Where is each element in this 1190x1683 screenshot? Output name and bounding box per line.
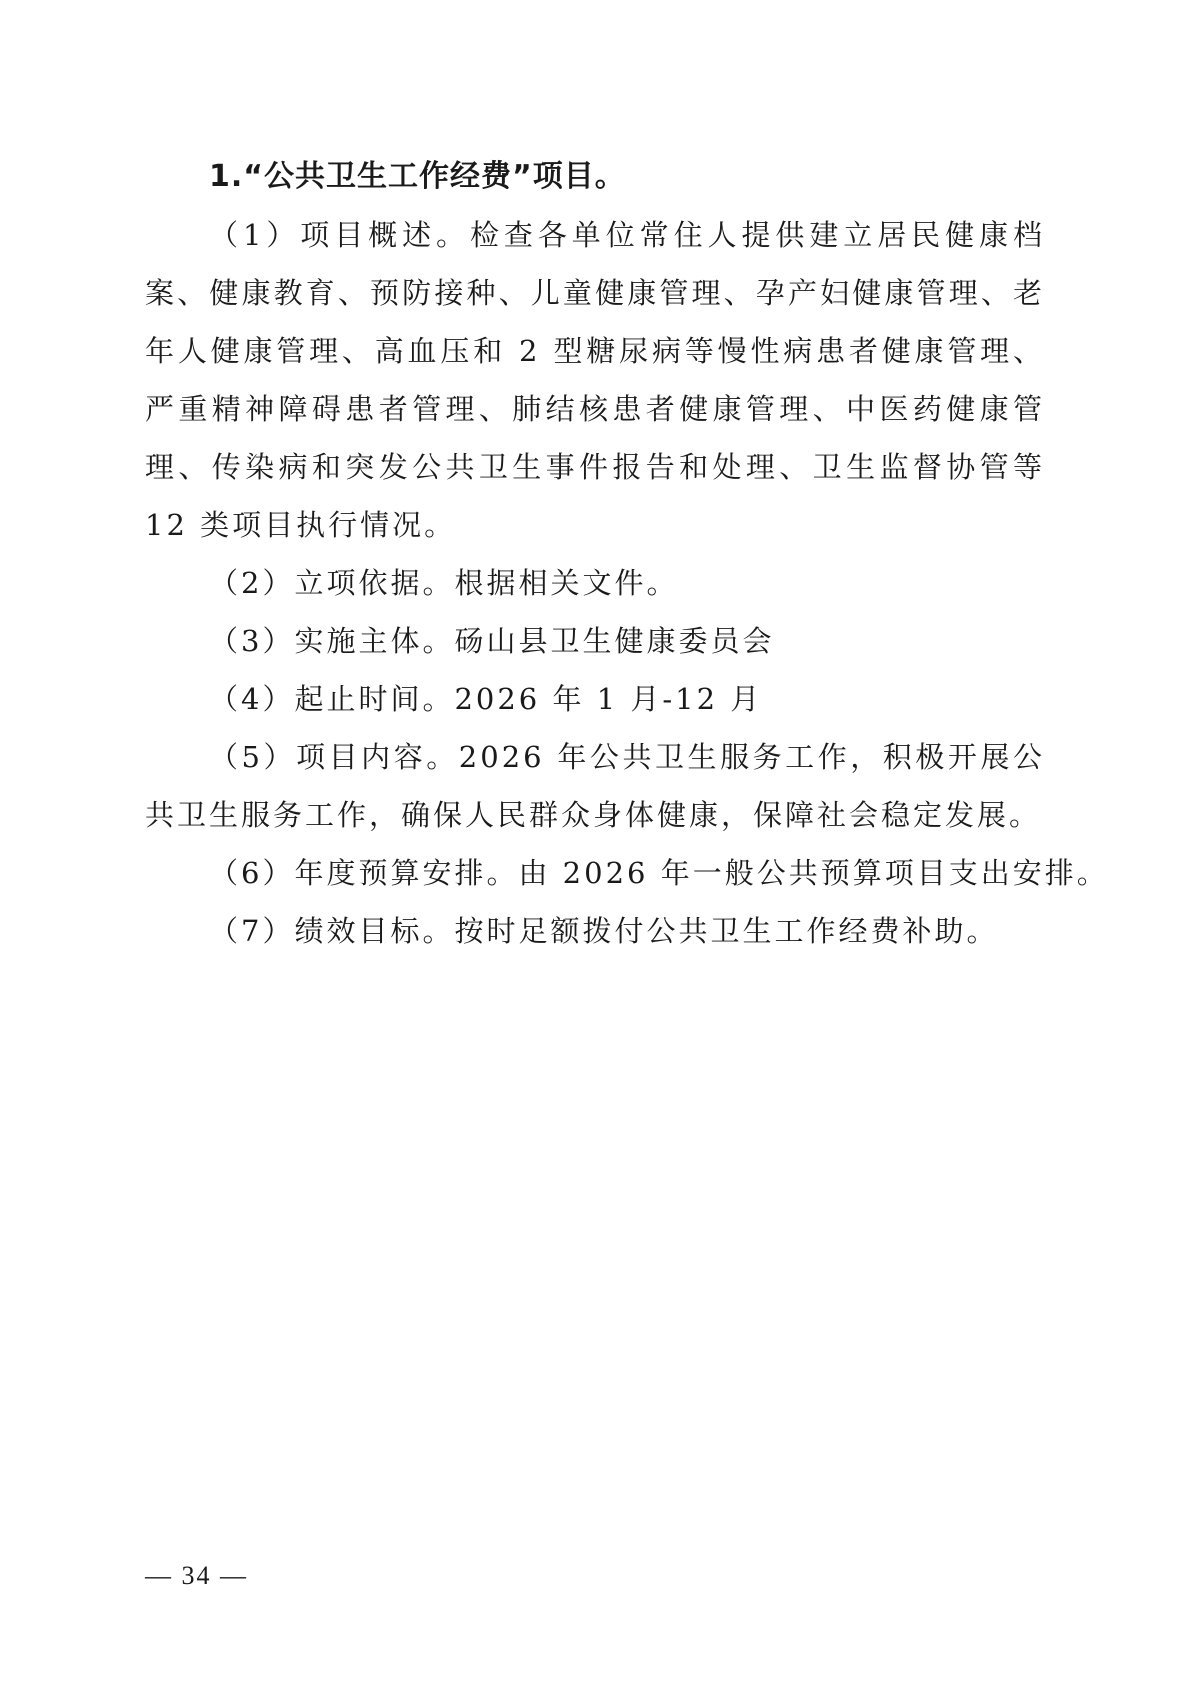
paragraph-implementer: （3）实施主体。砀山县卫生健康委员会 xyxy=(209,624,775,658)
paragraph-basis: （2）立项依据。根据相关文件。 xyxy=(209,566,679,600)
document-body xyxy=(145,148,1109,960)
paragraph-goal: （7）绩效目标。按时足额拨付公共卫生工作经费补助。 xyxy=(209,914,999,948)
section-heading: 1.“公共卫生工作经费”项目。 xyxy=(209,159,626,194)
paragraph-content: （5）项目内容。2026 年公共卫生服务工作，积极开展公共卫生服务工作，确保人民群众身体健康，保障社会稳定发展。 xyxy=(145,740,1045,832)
paragraph-period: （4）起止时间。2026 年 1 月-12 月 xyxy=(209,682,763,716)
paragraph-budget: （6）年度预算安排。由 2026 年一般公共预算项目支出安排。 xyxy=(209,856,1109,890)
page-number: — 34 — xyxy=(145,1561,248,1590)
paragraph-overview: （1）项目概述。检查各单位常住人提供建立居民健康档案、健康教育、预防接种、儿童健康管理、孕产妇健康管理、老年人健康管理、高血压和 2 型糖尿病等慢性病患者健康管理、严重精神障碍患者管理、肺结核患者健康管理、中医药健康管理、传染病和突发公共卫生事件报告和处理、卫生监督协管等 12 类项目执行情况。 xyxy=(145,218,1045,542)
